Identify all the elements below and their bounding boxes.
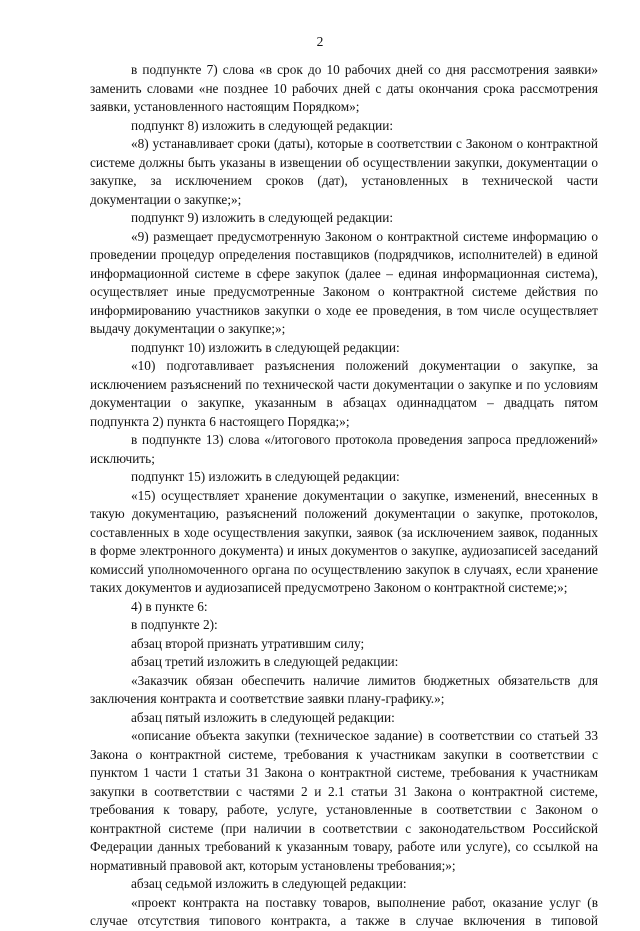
paragraph-subpoint-8-text: «8) устанавливает сроки (даты), которые в соответствии с Законом о контрактной системе должны быть указаны в извещении об осуществлении закупки, документации о закупке, за исключением сроков (дат), установленных в технической части документации о закупке;»; — [90, 136, 598, 207]
paragraph-subpoint-10-text: «10) подготавливает разъяснения положений документации о закупке, за исключением разъяснений по технической части документации о закупке и по условиям документации о закупке, указанным в абзацах одиннадцатом – двадцать пятом подпункта 2) пункта 6 настоящего Порядка;»; — [90, 358, 598, 429]
paragraph-subpoint-15-text: «15) осуществляет хранение документации о закупке, изменений, внесенных в такую документацию, разъяснений положений документации о закупке, протоколов, составленных в ходе осуществления закупки, заявок (за исключением заявок, поданных в форме электронного документа) и иных документов о закупке, аудиозаписей заседаний комиссий уполномоченного органа по осуществлению закупок в случаях, если хранение таких документов и аудиозаписей предусмотрено Законом о контрактной системе;»; — [90, 487, 598, 595]
paragraph-abzac-3-text: «Заказчик обязан обеспечить наличие лимитов бюджетных обязательств для заключения контракта и соответствие заявки плану-графику.»; — [90, 672, 598, 706]
page-number: 2 — [316, 34, 324, 49]
paragraph-subpoint-7: в подпункте 7) слова «в срок до 10 рабочих дней со дня рассмотрения заявки» заменить словами «не позднее 10 рабочих дней с даты окончания срока рассмотрения заявки, установленного настоящим Порядком»; — [90, 62, 598, 114]
paragraph-abzac-7-text: «проект контракта на поставку товаров, выполнение работ, оказание услуг (в случае отсутствия типового контракта, а также в случае включения в типовой — [90, 894, 598, 928]
paragraph-subpoint-10-intro: подпункт 10) изложить в следующей редакции: — [131, 339, 400, 355]
document-body — [90, 61, 598, 931]
paragraph-abzac-5-intro: абзац пятый изложить в следующей редакции: — [131, 709, 395, 725]
paragraph-abzac-5-text: «описание объекта закупки (техническое задание) в соответствии со статьей 33 Закона о контрактной системе, требования к участникам закупки в соответствии с пунктом 1 части 1 статьи 31 Закона о контрактной системе, требования к участникам закупки в соответствии с частями 2 и 2.1 статьи 31 Закона о контрактной системе, требования к товару, работе, услуге, установленные в соответствии с Законом о контрактной системе (при наличии в соответствии с законодательством Российской Федерации данных требований к указанным товару, работе или услуге), со ссылкой на нормативный правовой акт, которым установлены требования;»; — [90, 728, 598, 873]
paragraph-in-subpoint-2: в подпункте 2): — [131, 617, 218, 632]
paragraph-subpoint-8-intro: подпункт 8) изложить в следующей редакции: — [131, 117, 394, 133]
paragraph-subpoint-15-intro: подпункт 15) изложить в следующей редакции: — [131, 469, 400, 484]
paragraph-point-6: 4) в пункте 6: — [131, 598, 208, 614]
paragraph-subpoint-9-intro: подпункт 9) изложить в следующей редакции: — [131, 210, 394, 225]
paragraph-abzac-2: абзац второй признать утратившим силу; — [131, 635, 365, 651]
paragraph-abzac-3-intro: абзац третий изложить в следующей редакции: — [131, 654, 399, 669]
paragraph-subpoint-9-text: «9) размещает предусмотренную Законом о контрактной системе информацию о проведении процедур определения поставщиков (подрядчиков, исполнителей) в единой информационной системе в сфере закупок (далее – единая информационная система), осуществляет иные предусмотренные Законом о контрактной системе действия по информированию участников закупки о ходе ее проведения, в том числе осуществляет выдачу документации о закупке;»; — [90, 228, 598, 336]
paragraph-abzac-7-intro: абзац седьмой изложить в следующей редакции: — [131, 876, 407, 891]
paragraph-subpoint-13: в подпункте 13) слова «/итогового протокола проведения запроса предложений» исключить; — [90, 432, 598, 466]
